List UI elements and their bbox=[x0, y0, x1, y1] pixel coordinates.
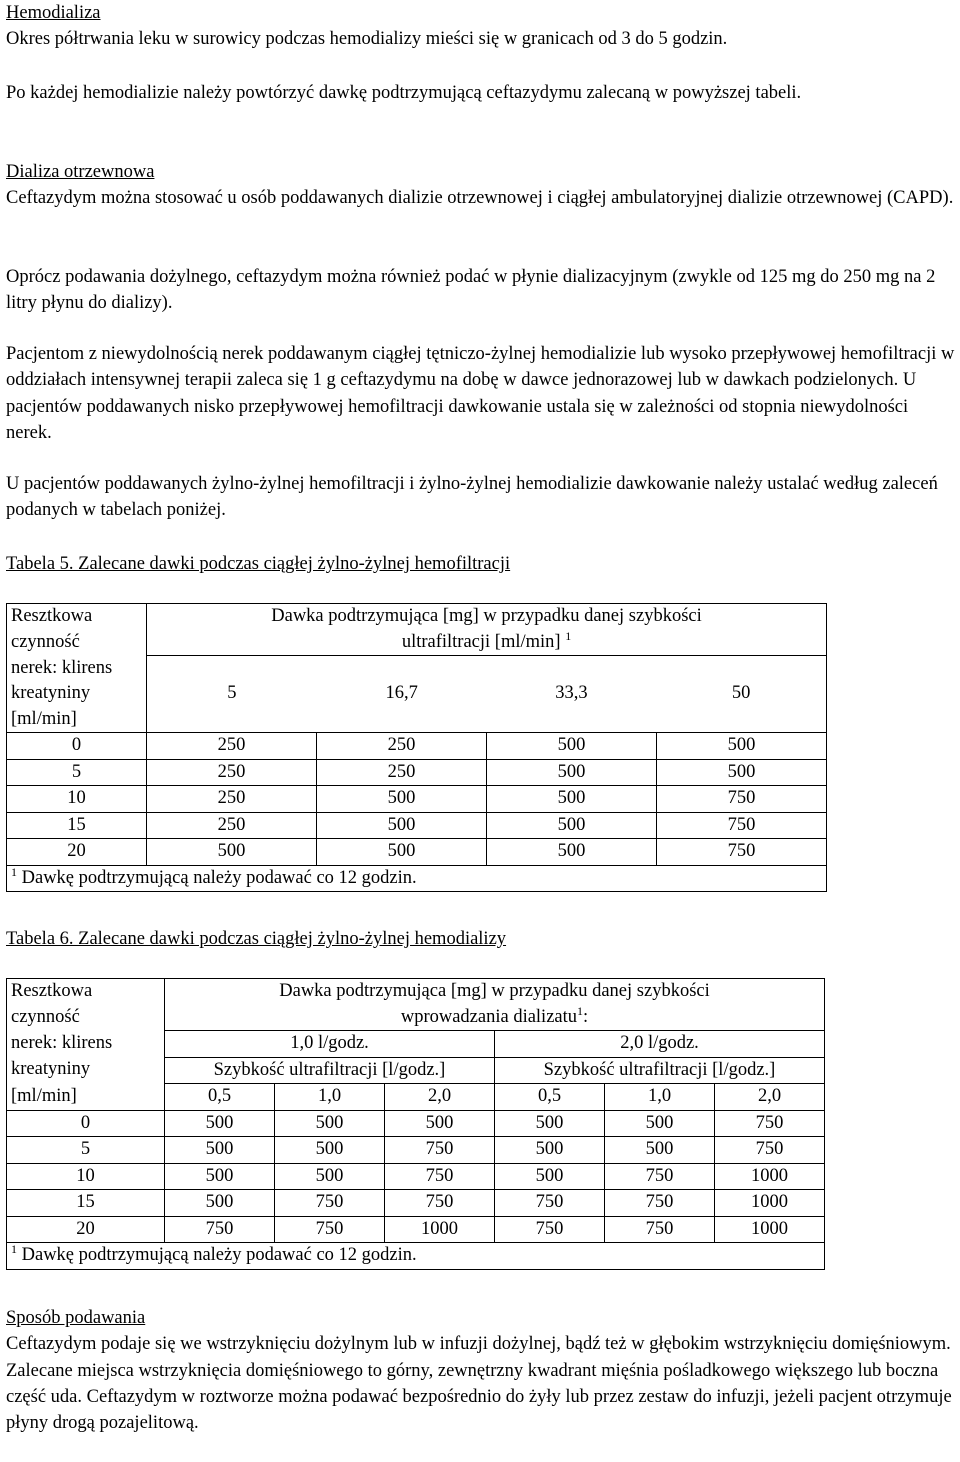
cell: 500 bbox=[657, 759, 827, 786]
table-row bbox=[7, 812, 827, 839]
cell: 750 bbox=[385, 1163, 495, 1190]
table-row bbox=[7, 1137, 825, 1164]
group-header bbox=[147, 604, 827, 656]
rate-value: 16,7 bbox=[385, 683, 418, 704]
paragraph: Po każdej hemodializie należy powtórzyć dawkę podtrzymującą ceftazydymu zalecaną w powyższej tabeli. bbox=[6, 83, 802, 103]
cell: 500 bbox=[147, 839, 317, 866]
cell: 15 bbox=[7, 812, 147, 839]
rate-row-wrapper bbox=[147, 656, 827, 733]
ultrafiltration-label-1: Szybkość ultrafiltracji [l/godz.] bbox=[165, 1057, 495, 1084]
footnote-mark: 1 bbox=[11, 1241, 17, 1256]
row-header-line: czynność bbox=[7, 630, 147, 656]
table-row bbox=[7, 759, 827, 786]
cell: 500 bbox=[495, 1163, 605, 1190]
cell: 500 bbox=[487, 839, 657, 866]
cell: 750 bbox=[275, 1216, 385, 1243]
rate-row bbox=[147, 656, 826, 732]
section-administration bbox=[6, 1305, 956, 1436]
row-header-line: kreatyniny bbox=[7, 1057, 165, 1084]
cell: 1000 bbox=[715, 1163, 825, 1190]
section-hemodialysis bbox=[6, 0, 956, 53]
cell: 250 bbox=[147, 733, 317, 760]
paragraph: Pacjentom z niewydolnością nerek poddawanym ciągłej tętniczo-żylnej hemodializie lub wysoko przepływowej hemofiltracji w oddziałach intensywnej terapii zaleca się 1 g ceftazydymu na dobę w dawce jednorazowej lub w dawkach podzielonych. U pacjentów poddawanych nisko przepływowej hemofiltracji dawkowanie ustala się w zależności od stopnia niewydolności nerek. bbox=[6, 344, 955, 443]
paragraph: Okres półtrwania leku w surowicy podczas hemodializy mieści się w granicach od 3 do 5 godzin. bbox=[6, 29, 728, 50]
cell: 500 bbox=[657, 733, 827, 760]
cell: 750 bbox=[657, 786, 827, 813]
uf-rate: 1,0 bbox=[275, 1084, 385, 1111]
cell: 1000 bbox=[715, 1190, 825, 1217]
cell: 500 bbox=[165, 1190, 275, 1217]
cell: 10 bbox=[7, 1163, 165, 1190]
cell: 5 bbox=[7, 759, 147, 786]
cell: 750 bbox=[605, 1190, 715, 1217]
cell: 250 bbox=[147, 812, 317, 839]
cell: 750 bbox=[657, 812, 827, 839]
paragraph: Ceftazydym można stosować u osób poddawanych dializie otrzewnowej i ciągłej ambulatoryjnej dializie otrzewnowej (CAPD). bbox=[6, 188, 954, 209]
uf-rate: 2,0 bbox=[385, 1084, 495, 1111]
cell: 500 bbox=[317, 786, 487, 813]
dialysate-flow-1: 1,0 l/godz. bbox=[165, 1031, 495, 1058]
uf-rate: 2,0 bbox=[715, 1084, 825, 1111]
uf-rate: 0,5 bbox=[495, 1084, 605, 1111]
cell: 750 bbox=[605, 1163, 715, 1190]
cell: 20 bbox=[7, 839, 147, 866]
row-header-line: nerek: klirens bbox=[7, 1031, 165, 1058]
uf-rate: 1,0 bbox=[605, 1084, 715, 1111]
cell: 750 bbox=[605, 1216, 715, 1243]
rate-value: 5 bbox=[227, 683, 237, 704]
group-header bbox=[165, 979, 825, 1031]
section-peritoneal-dialysis bbox=[6, 159, 956, 212]
dialysate-flow-2: 2,0 l/godz. bbox=[495, 1031, 825, 1058]
row-header-line: Resztkowa bbox=[7, 979, 165, 1005]
footnote-text: Dawkę podtrzymującą należy podawać co 12 godzin. bbox=[21, 867, 417, 888]
cell: 500 bbox=[275, 1163, 385, 1190]
cell: 250 bbox=[317, 733, 487, 760]
table-row bbox=[7, 786, 827, 813]
cell: 250 bbox=[317, 759, 487, 786]
cell: 20 bbox=[7, 1216, 165, 1243]
cell: 1000 bbox=[385, 1216, 495, 1243]
paragraph: Oprócz podawania dożylnego, ceftazydym można również podać w płynie dializacyjnym (zwykle od 125 mg do 250 mg na 2 litry płynu do dializy). bbox=[6, 267, 936, 314]
cell: 1000 bbox=[715, 1216, 825, 1243]
cell: 500 bbox=[165, 1137, 275, 1164]
section-heading: Hemodializa bbox=[6, 3, 101, 23]
cell: 10 bbox=[7, 786, 147, 813]
row-header-line: Resztkowa bbox=[7, 604, 147, 630]
group-header-suffix: : bbox=[583, 1006, 589, 1027]
row-header-line: czynność bbox=[7, 1005, 165, 1031]
cell: 750 bbox=[715, 1137, 825, 1164]
cell: 5 bbox=[7, 1137, 165, 1164]
cell: 500 bbox=[317, 839, 487, 866]
cell: 750 bbox=[275, 1190, 385, 1217]
cell: 250 bbox=[147, 786, 317, 813]
group-header-text-line2: ultrafiltracji [ml/min] bbox=[401, 631, 561, 652]
table-5-caption: Tabela 5. Zalecane dawki podczas ciągłej żylno-żylnej hemofiltracji bbox=[6, 554, 511, 574]
table-row bbox=[7, 839, 827, 866]
cell: 750 bbox=[657, 839, 827, 866]
cell: 750 bbox=[385, 1137, 495, 1164]
row-header-line: [ml/min] bbox=[7, 707, 147, 733]
table-6 bbox=[6, 978, 825, 1270]
group-header-text: Dawka podtrzymująca [mg] w przypadku danej szybkości bbox=[279, 981, 710, 1001]
section-heading: Sposób podawania bbox=[6, 1308, 146, 1328]
table-5 bbox=[6, 603, 827, 892]
cell: 500 bbox=[487, 786, 657, 813]
table-6-caption: Tabela 6. Zalecane dawki podczas ciągłej żylno-żylnej hemodializy bbox=[6, 929, 507, 949]
rate-value: 50 bbox=[731, 683, 751, 704]
table-footnote bbox=[7, 1243, 825, 1270]
cell: 750 bbox=[385, 1190, 495, 1217]
cell: 750 bbox=[715, 1110, 825, 1137]
cell: 500 bbox=[495, 1110, 605, 1137]
cell: 500 bbox=[495, 1137, 605, 1164]
uf-rate: 0,5 bbox=[165, 1084, 275, 1111]
cell: 500 bbox=[165, 1163, 275, 1190]
cell: 500 bbox=[317, 812, 487, 839]
cell: 250 bbox=[147, 759, 317, 786]
section-heading: Dializa otrzewnowa bbox=[6, 162, 155, 182]
cell: 500 bbox=[165, 1110, 275, 1137]
row-header-line: kreatyniny bbox=[7, 681, 147, 707]
table-row bbox=[7, 1110, 825, 1137]
footnote-text: Dawkę podtrzymującą należy podawać co 12 godzin. bbox=[21, 1245, 417, 1265]
cell: 750 bbox=[495, 1190, 605, 1217]
cell: 500 bbox=[605, 1110, 715, 1137]
footnote-mark: 1 bbox=[565, 628, 572, 643]
row-header-line: nerek: klirens bbox=[7, 656, 147, 682]
rate-value: 33,3 bbox=[555, 683, 588, 704]
cell: 750 bbox=[495, 1216, 605, 1243]
table-row bbox=[7, 733, 827, 760]
table-row bbox=[7, 1216, 825, 1243]
cell: 500 bbox=[385, 1110, 495, 1137]
table-row bbox=[7, 1163, 825, 1190]
table-row bbox=[7, 1190, 825, 1217]
paragraph: Ceftazydym podaje się we wstrzyknięciu dożylnym lub w infuzji dożylnej, bądź też w głębokim wstrzyknięciu domięśniowym. Zalecane miejsca wstrzyknięcia domięśniowego to górny, zewnętrzny kwadrant mięśnia pośladkowego większego lub boczna część uda. Ceftazydym w roztworze można podawać bezpośrednio do żyły lub przez zestaw do infuzji, jeżeli pacjent otrzymuje płyny drogą pozajelitową. bbox=[6, 1334, 952, 1434]
group-header-text: Dawka podtrzymująca [mg] w przypadku danej szybkości bbox=[271, 606, 702, 626]
cell: 15 bbox=[7, 1190, 165, 1217]
footnote-mark: 1 bbox=[11, 864, 17, 879]
ultrafiltration-label-2: Szybkość ultrafiltracji [l/godz.] bbox=[495, 1057, 825, 1084]
cell: 500 bbox=[487, 812, 657, 839]
cell: 500 bbox=[275, 1110, 385, 1137]
row-header-line: [ml/min] bbox=[7, 1084, 165, 1111]
cell: 500 bbox=[275, 1137, 385, 1164]
footnote-mark: 1 bbox=[577, 1003, 584, 1018]
cell: 0 bbox=[7, 733, 147, 760]
cell: 500 bbox=[487, 759, 657, 786]
cell: 500 bbox=[487, 733, 657, 760]
cell: 0 bbox=[7, 1110, 165, 1137]
group-header-text-line2: wprowadzania dializatu bbox=[400, 1006, 578, 1027]
paragraph: U pacjentów poddawanych żylno-żylnej hemofiltracji i żylno-żylnej hemodializie dawkowanie należy ustalać według zaleceń podanych w tabelach poniżej. bbox=[6, 474, 938, 521]
table-footnote bbox=[7, 865, 827, 892]
cell: 750 bbox=[165, 1216, 275, 1243]
cell: 500 bbox=[605, 1137, 715, 1164]
